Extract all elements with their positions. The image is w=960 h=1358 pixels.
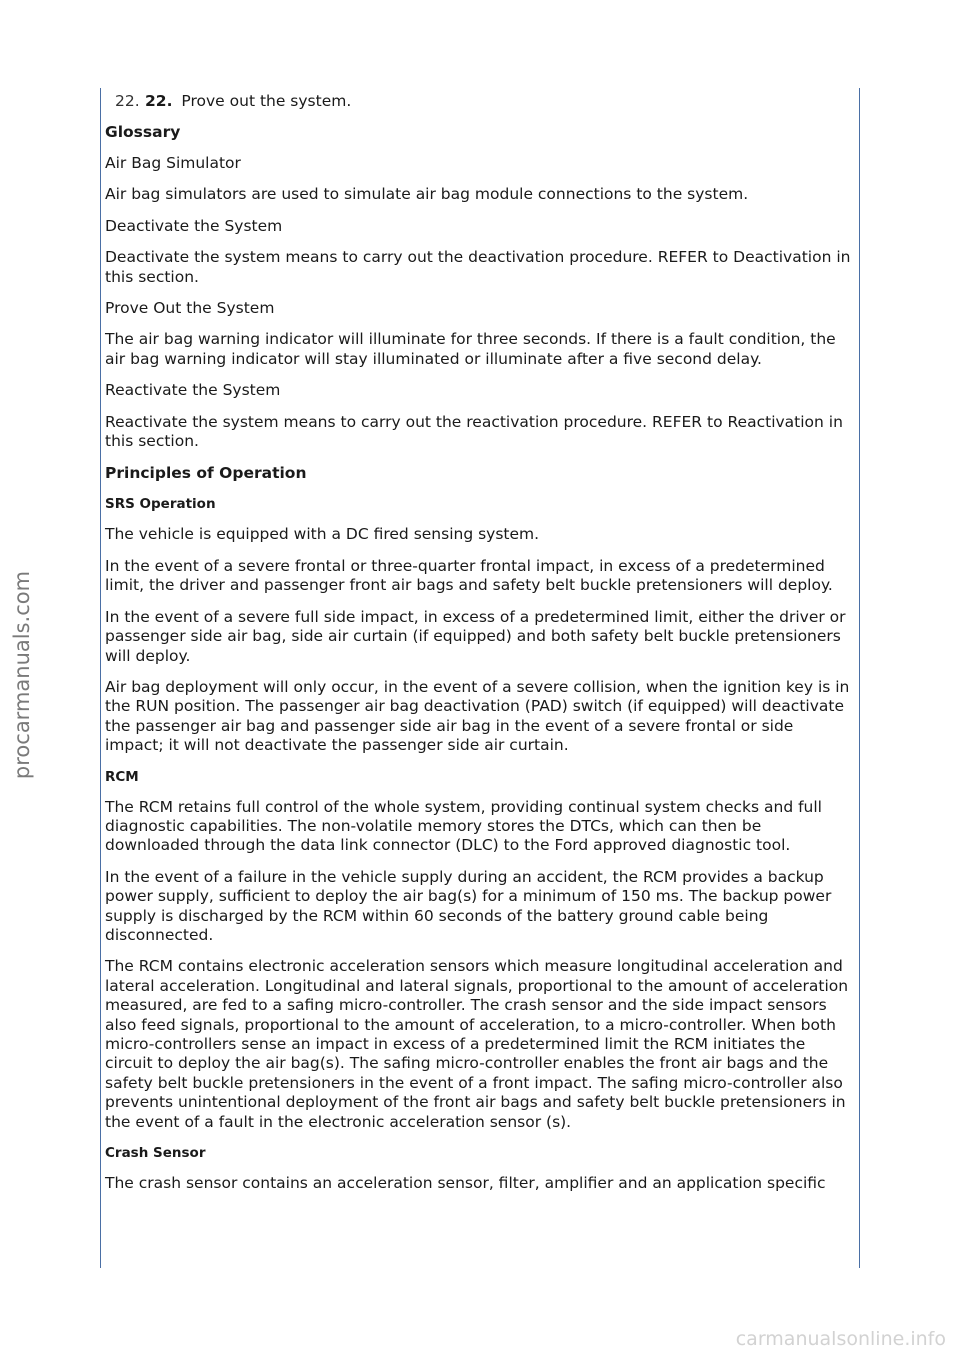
step-number: 22. xyxy=(115,92,140,110)
bottom-watermark: carmanualsonline.info xyxy=(735,1328,946,1350)
glossary-term: Prove Out the System xyxy=(105,299,275,318)
principles-heading: Principles of Operation xyxy=(105,464,307,483)
rcm-paragraph: In the event of a failure in the vehicle supply during an accident, the RCM provides a backup power supply, sufficient to deploy the air bag(s) for a minimum of 150 ms. The backup power supply is discharged by the RCM within 60 seconds of the battery ground cable being disconnected. xyxy=(105,867,832,944)
glossary-heading: Glossary xyxy=(105,123,181,141)
step-bold-number: 22. xyxy=(145,92,173,110)
glossary-term: Reactivate the System xyxy=(105,381,281,400)
srs-paragraph: The vehicle is equipped with a DC fired sensing system. xyxy=(105,525,540,544)
glossary-definition: Air bag simulators are used to simulate air bag module connections to the system. xyxy=(105,185,749,204)
step-text-wrap xyxy=(145,92,351,110)
crash-sensor-heading: Crash Sensor xyxy=(105,1145,206,1162)
glossary-term: Air Bag Simulator xyxy=(105,154,241,172)
manual-page-content xyxy=(100,88,860,1268)
step-text: Prove out the system. xyxy=(181,92,352,110)
rcm-heading: RCM xyxy=(105,768,139,785)
side-watermark-text: procarmanuals.com xyxy=(10,570,34,780)
glossary-definition: Reactivate the system means to carry out the reactivation procedure. REFER to Reactivation in this section. xyxy=(105,412,843,451)
srs-paragraph: Air bag deployment will only occur, in the event of a severe collision, when the ignition key is in the RUN position. The passenger air bag deactivation (PAD) switch (if equipped) will deactivate the passenger air bag and passenger side air bag in the event of a severe frontal or side impact; it will not deactivate the passenger side air curtain. xyxy=(105,677,850,755)
procedure-step xyxy=(115,92,855,110)
glossary-definition: Deactivate the system means to carry out the deactivation procedure. REFER to Deactivation in this section. xyxy=(105,248,851,286)
glossary-term: Deactivate the System xyxy=(105,216,283,235)
srs-paragraph: In the event of a severe full side impact, in excess of a predetermined limit, either the driver or passenger side air bag, side air curtain (if equipped) and both safety belt buckle pretensioners will deploy. xyxy=(105,607,846,665)
srs-paragraph: In the event of a severe frontal or three-quarter frontal impact, in excess of a predetermined limit, the driver and passenger front air bags and safety belt buckle pretensioners will deploy. xyxy=(105,556,833,595)
srs-operation-heading: SRS Operation xyxy=(105,496,216,513)
side-watermark xyxy=(2,560,42,790)
rcm-paragraph: The RCM contains electronic acceleration sensors which measure longitudinal acceleration and lateral acceleration. Longitudinal and lateral signals, proportional to the amount of acceleration measured, are fed to a safing micro-controller. The crash sensor and the side impact sensors also feed signals, proportional to the amount of acceleration, to a micro-controller. When both micro-controllers sense an impact in excess of a predetermined limit the RCM initiates the circuit to deploy the air bag(s). The safing micro-controller enables the front air bags and the safety belt buckle pretensioners in the event of a front impact. The safing micro-controller also prevents unintentional deployment of the front air bags and safety belt buckle pretensioners in the event of a fault in the electronic acceleration sensor (s). xyxy=(105,957,849,1131)
crash-sensor-paragraph: The crash sensor contains an acceleration sensor, filter, amplifier and an application specific xyxy=(105,1174,826,1193)
rcm-paragraph: The RCM retains full control of the whole system, providing continual system checks and full diagnostic capabilities. The non-volatile memory stores the DTCs, which can then be downloaded through the data link connector (DLC) to the Ford approved diagnostic tool. xyxy=(105,797,822,855)
glossary-definition: The air bag warning indicator will illuminate for three seconds. If there is a fault condition, the air bag warning indicator will stay illuminated or illuminate after a five second delay. xyxy=(105,330,836,368)
